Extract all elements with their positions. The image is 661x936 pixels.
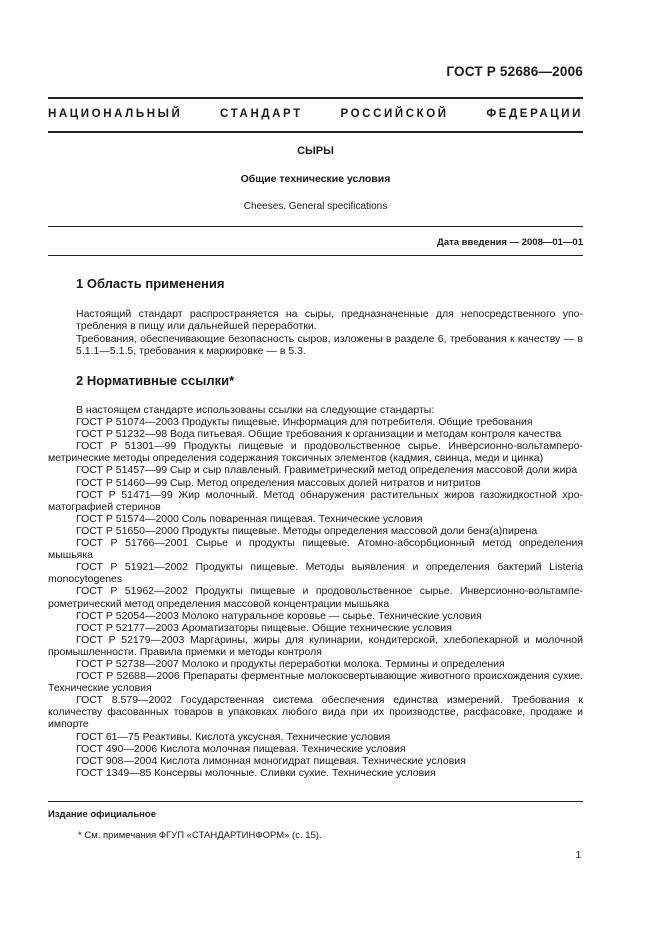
section-1-paragraph-1-text: Настоящий стандарт распространяется на сыры, предназначенные для непосредственного употребления в пищу или дальнейшей переработки.: [76, 308, 583, 332]
document-subtitle: Общие технические условия: [240, 173, 391, 185]
reference-item: ГОСТ 8.579—2002 Государственная система обеспечения единства измерений. Требования к количеству фасованных товаров в упаковках любого вида при их производстве, расфасовке, продаже и импорте: [48, 694, 583, 731]
reference-item: ГОСТ 1349—85 Консервы молочные. Сливки сухие. Технические условия: [76, 766, 436, 779]
page-number: 1: [575, 850, 581, 861]
reference-item: ГОСТ Р 51574—2000 Соль поваренная пищевая. Технические условия: [76, 512, 423, 525]
reference-item: ГОСТ Р 52738—2007 Молоко и продукты переработки молока. Термины и определения: [76, 657, 505, 670]
header-rule-top: [48, 97, 583, 99]
reference-item: ГОСТ 490—2006 Кислота молочная пищевая. Технические условия: [76, 742, 406, 755]
reference-item: ГОСТ Р 51460—99 Сыр. Метод определения массовых долей нитратов и нитритов: [76, 476, 481, 489]
section-1-paragraph-1: [48, 308, 583, 332]
official-edition-label: Издание официальное: [48, 809, 156, 820]
references-list: [48, 404, 583, 779]
header-rule-bottom: [48, 131, 583, 133]
section-2-heading: 2 Нормативные ссылки*: [76, 373, 235, 388]
national-word: НАЦИОНАЛЬНЫЙ: [48, 108, 183, 120]
reference-item: ГОСТ Р 52177—2003 Ароматизаторы пищевые. Общие технические условия: [76, 621, 452, 634]
reference-item: ГОСТ Р 51766—2001 Сырье и продукты пищевые. Атомно-абсорбционный метод определения мышьяка: [48, 537, 583, 562]
section-1-heading: 1 Область применения: [76, 276, 225, 291]
reference-item: ГОСТ Р 51457—99 Сыр и сыр плавленый. Гравиметрический метод определения массовой доли жира: [76, 464, 578, 477]
federation-word: ФЕДЕРАЦИИ: [486, 108, 583, 120]
section-1-paragraph-2-text: Требования, обеспечивающие безопасность сыров, изложены в разделе 6, требования к качеству — в 5.1.1—5.1.5, требования к маркировке — в 5.3.: [76, 333, 583, 357]
reference-item: ГОСТ Р 51301—99 Продукты пищевые и продовольственное сырье. Инверсионно-вольтамперометрические методы определения содержания токсичных элементов (кадмия, свинца, меди и цинка): [48, 440, 583, 465]
standard-word: СТАНДАРТ: [220, 108, 303, 120]
footnote: * См. примечания ФГУП «СТАНДАРТИНФОРМ» (с. 15).: [78, 830, 322, 841]
reference-item: ГОСТ 908—2004 Кислота лимонная моногидрат пищевая. Технические условия: [76, 754, 466, 767]
date-divider: [48, 255, 583, 256]
document-title: СЫРЫ: [297, 145, 334, 157]
reference-item: ГОСТ Р 52054—2003 Молоко натуральное коровье — сырье. Технические условия: [76, 609, 482, 622]
reference-item: ГОСТ Р 51650—2000 Продукты пищевые. Методы определения массовой доли бенз(а)пирена: [76, 524, 538, 537]
reference-item: ГОСТ Р 52688—2006 Препараты ферментные молокосвертывающие животного происхождения сухие. Технические условия: [48, 670, 583, 695]
document-english-title: Cheeses. General specifications: [243, 201, 388, 212]
section-1-paragraph-2: [48, 333, 583, 357]
reference-item: ГОСТ Р 51471—99 Жир молочный. Метод обнаружения растительных жиров газожидкостной хроматографией стеринов: [48, 488, 583, 513]
reference-item: ГОСТ Р 51962—2002 Продукты пищевые и продовольственное сырье. Инверсионно-вольтамперометрический метод определения массовой концентрации мышьяка: [48, 585, 583, 610]
introduction-date: Дата введения — 2008—01—01: [437, 237, 583, 248]
footer-rule: [48, 801, 583, 802]
reference-item: ГОСТ 61—75 Реактивы. Кислота уксусная. Технические условия: [76, 730, 391, 743]
document-number: ГОСТ Р 52686—2006: [446, 64, 583, 79]
reference-item: ГОСТ Р 51074—2003 Продукты пищевые. Информация для потребителя. Общие требования: [76, 416, 533, 429]
reference-item: ГОСТ Р 51232—98 Вода питьевая. Общие требования к организации и методам контроля качества: [76, 428, 562, 441]
national-standard-title: [48, 108, 583, 120]
russian-word: РОССИЙСКОЙ: [340, 108, 449, 120]
reference-item: ГОСТ Р 51921—2002 Продукты пищевые. Методы выявления и определения бактерий Listeria monocytogenes: [48, 561, 583, 586]
title-divider: [48, 226, 583, 227]
reference-item: ГОСТ Р 52179—2003 Маргарины, жиры для кулинарии, кондитерской, хлебопекарной и молочной промышленности. Правила приемки и методы контроля: [48, 633, 583, 658]
references-intro: В настоящем стандарте использованы ссылки на следующие стандарты:: [76, 404, 435, 416]
